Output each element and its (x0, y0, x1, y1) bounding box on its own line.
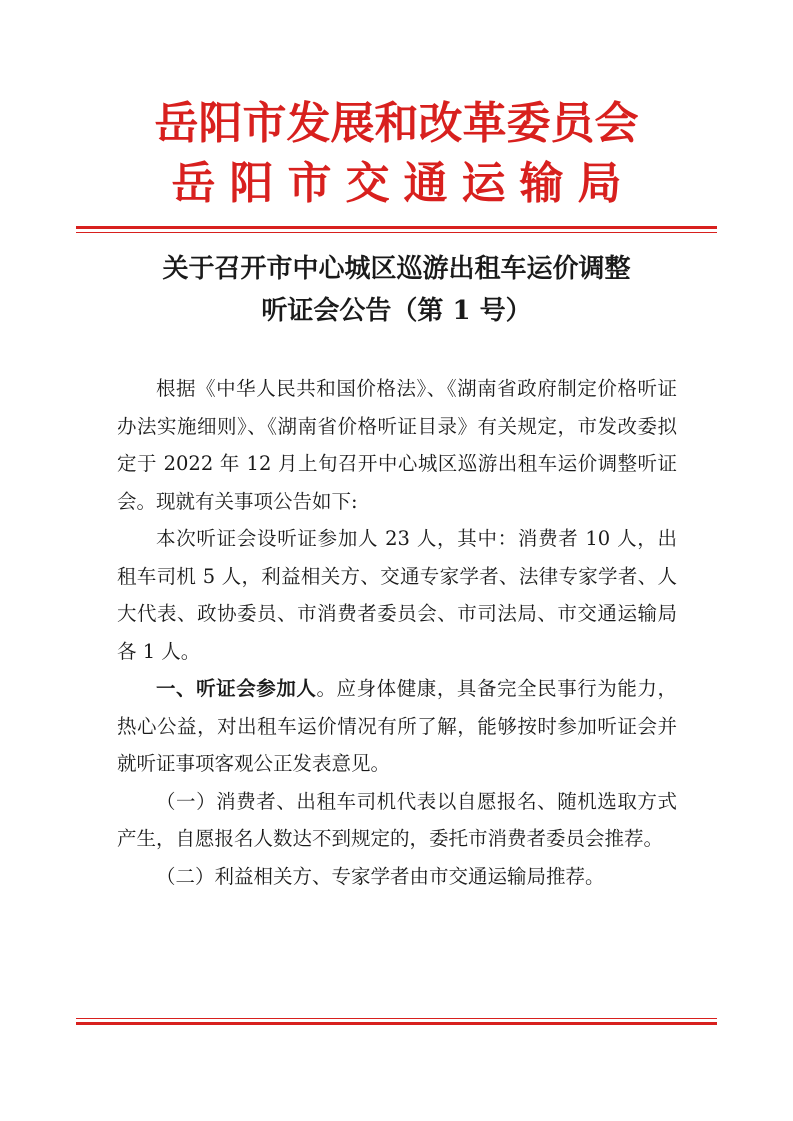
document-body (117, 370, 677, 895)
paragraph-item-1: （一）消费者、出租车司机代表以自愿报名、随机选取方式产生，自愿报名人数达不到规定的，委托市消费者委员会推荐。 (117, 789, 677, 850)
footer-rule-thick (76, 1022, 717, 1025)
footer-rule-thin (76, 1018, 717, 1019)
issuer-name-1: 岳阳市发展和改革委员会 (154, 98, 639, 149)
document-title-line-1: 关于召开市中心城区巡游出租车运价调整 (162, 254, 631, 284)
header-rule-thick (76, 226, 717, 229)
paragraph-participants: 本次听证会设听证参加人 23 人，其中：消费者 10 人，出租车司机 5 人，利益相关方、交通专家学者、法律专家学者、人大代表、政协委员、市消费者委员会、市司法局、市交通运输局各 1 人。 (117, 527, 677, 663)
paragraph-intro: 根据《中华人民共和国价格法》、《湖南省政府制定价格听证办法实施细则》、《湖南省价格听证目录》有关规定，市发改委拟定于 2022 年 12 月上旬召开中心城区巡游出租车运价调整听证会。现就有关事项公告如下: (117, 377, 677, 513)
section-1-heading: 一、听证会参加人 (156, 677, 317, 700)
paragraph-item-2: （二）利益相关方、专家学者由市交通运输局推荐。 (156, 864, 605, 888)
header-rule-thin (76, 232, 717, 233)
issuer-name-2: 岳阳市交通运输局 (171, 158, 636, 209)
paragraph-section-1 (117, 670, 677, 783)
document-title-line-2: 听证会公告（第 1 号） (261, 296, 532, 326)
section-1-text: 。应身体健康，具备完全民事行为能力，热心公益，对出租车运价情况有所了解，能够按时参加听证会并就听证事项客观公正发表意见。 (117, 677, 677, 775)
